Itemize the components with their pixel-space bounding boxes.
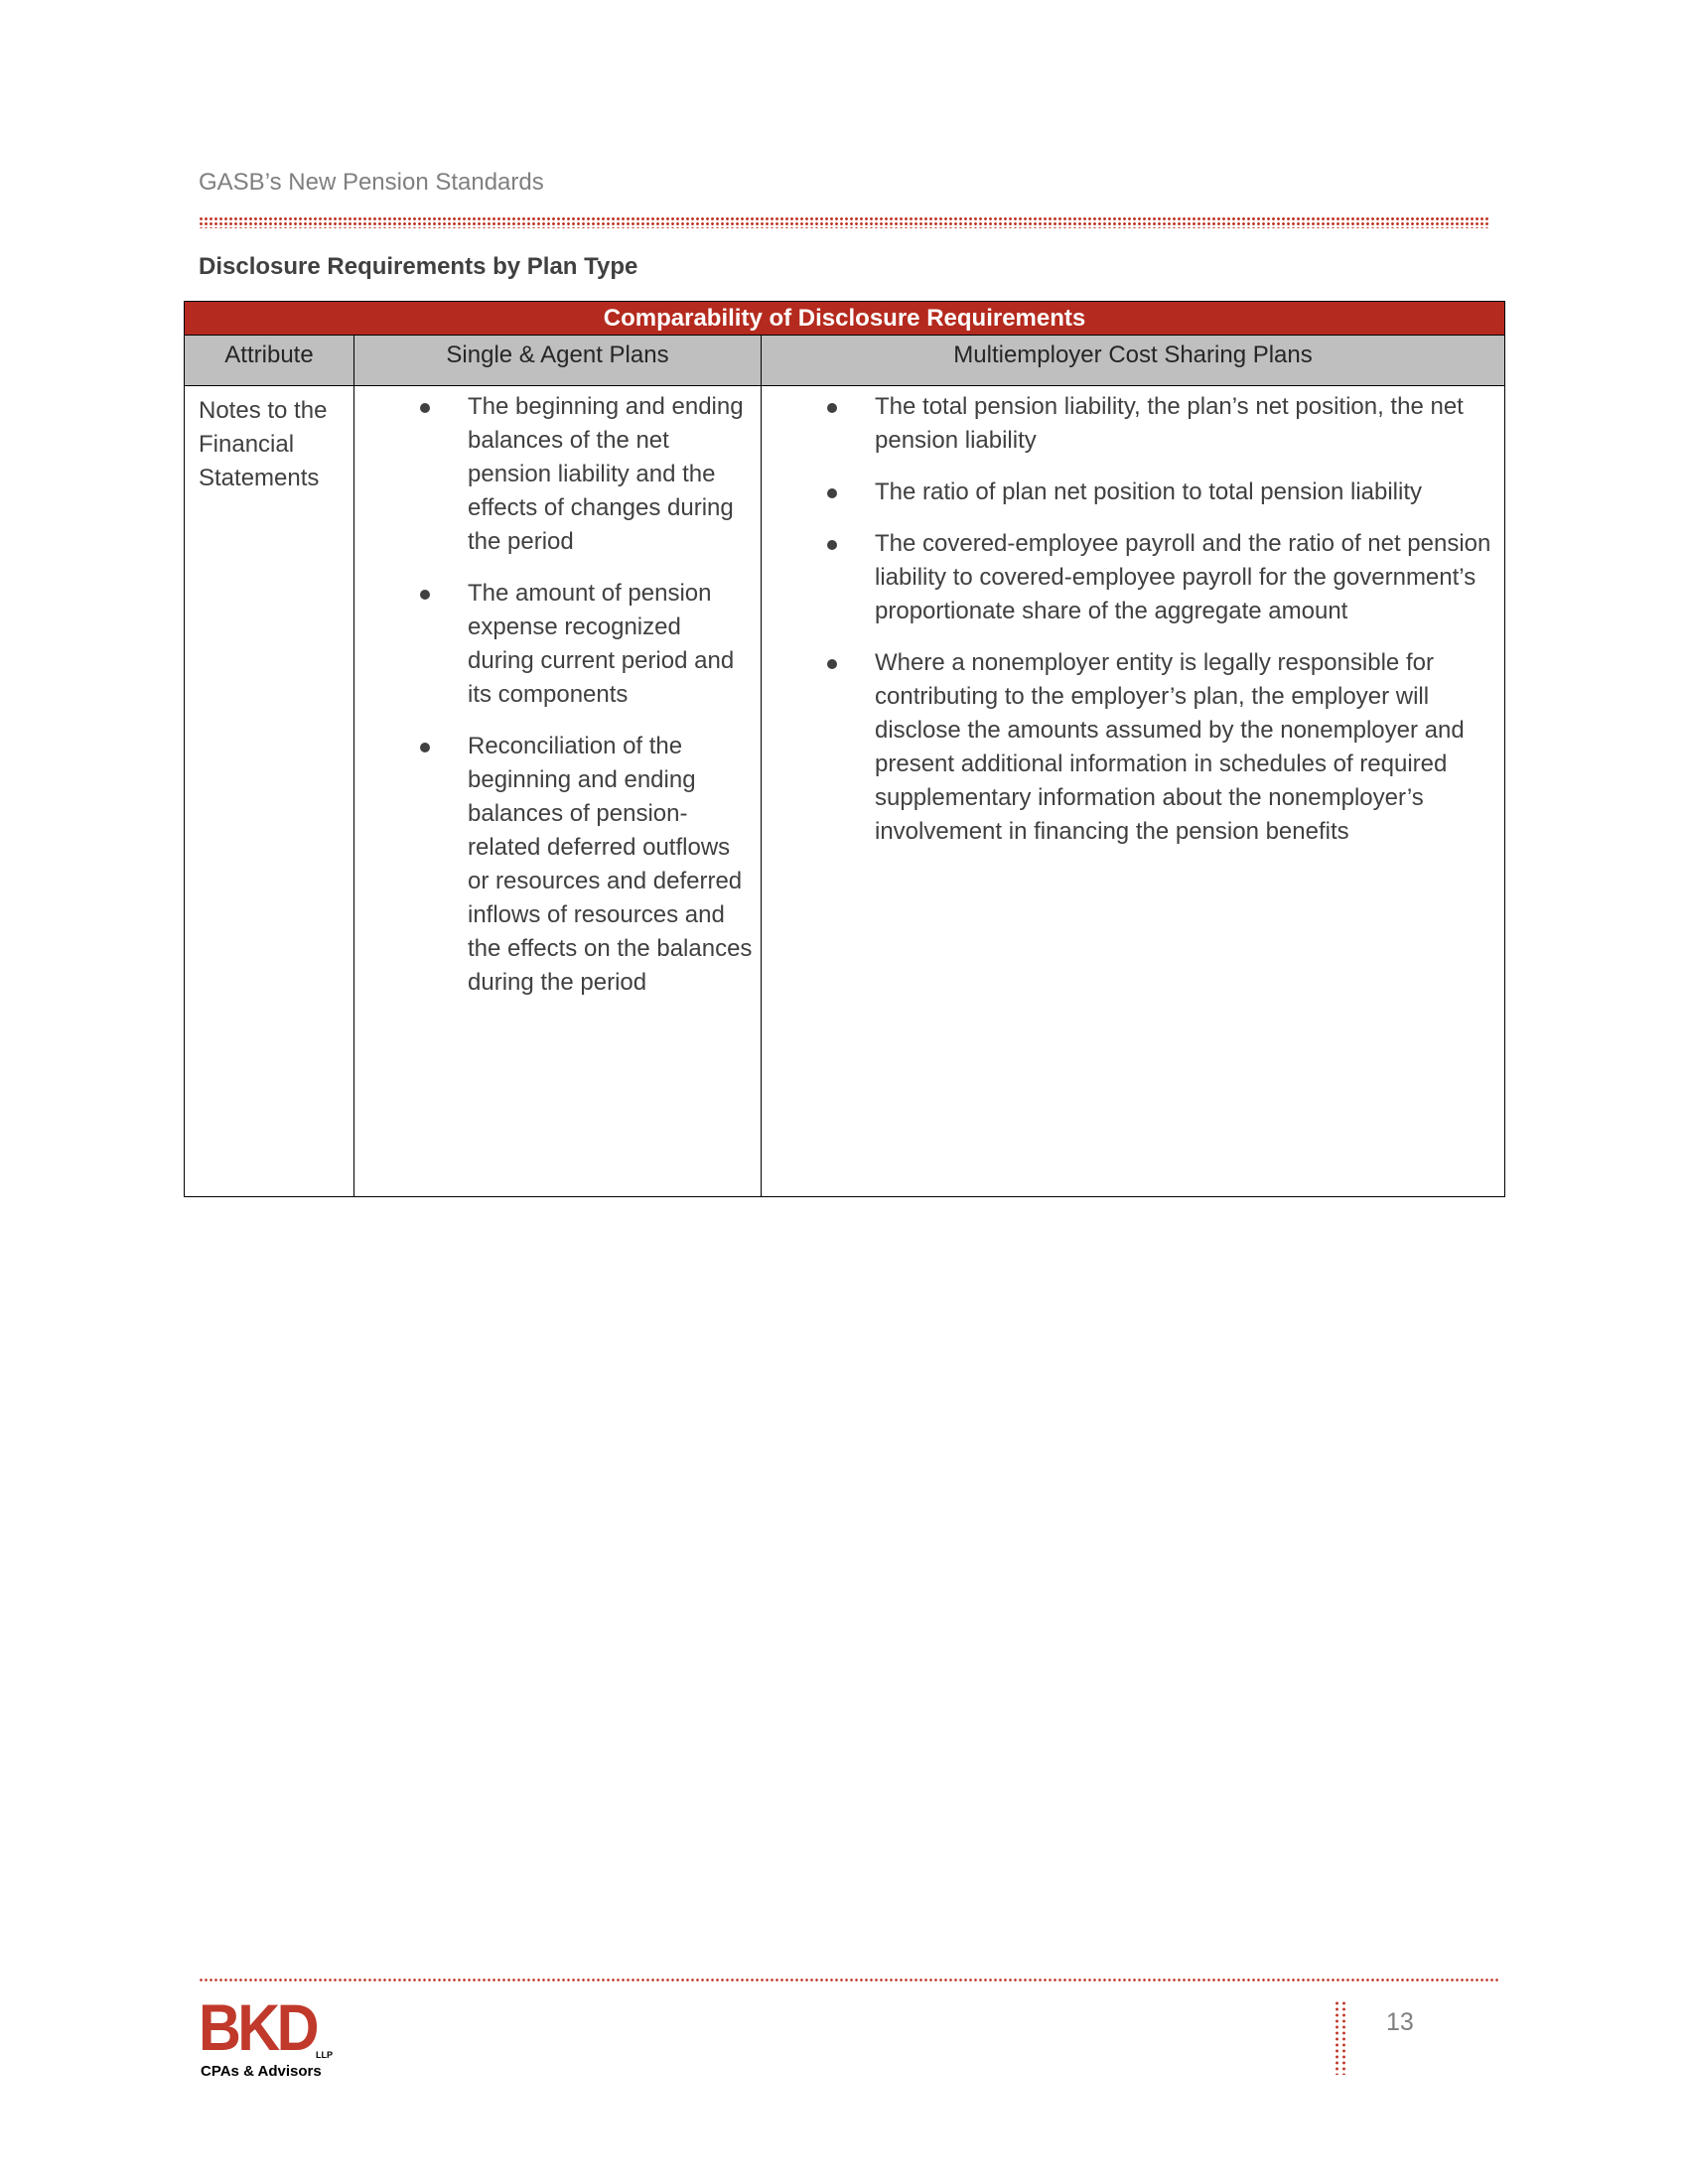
multiemployer-cell <box>762 386 1505 1197</box>
page-number: 13 <box>1386 2008 1414 2036</box>
bullet-icon <box>420 743 430 752</box>
list-item <box>354 577 753 712</box>
column-header-single-agent: Single & Agent Plans <box>354 336 762 386</box>
bullet-icon <box>420 590 430 600</box>
logo-mark: BKD <box>199 1990 316 2064</box>
single-agent-cell <box>354 386 762 1197</box>
section-title: Disclosure Requirements by Plan Type <box>199 253 638 280</box>
bullet-icon <box>827 540 837 550</box>
single-agent-list <box>354 386 761 1033</box>
list-item <box>354 390 753 559</box>
list-item-text: Where a nonemployer entity is legally responsible for contributing to the employer’s plan, the employer will disclose the amounts assumed by the nonemployer and present additional information in schedules of required supplementary information about the nonemployer’s involvement in financing the pension benefits <box>875 649 1465 845</box>
table-caption: Comparability of Disclosure Requirements <box>185 302 1505 336</box>
bullet-icon <box>827 659 837 669</box>
list-item <box>762 527 1496 628</box>
list-item-text: The covered-employee payroll and the ratio of net pension liability to covered-employee payroll for the government’s proportionate share of the aggregate amount <box>875 530 1491 624</box>
disclosure-comparison-table <box>184 301 1505 1197</box>
bullet-icon <box>827 403 837 413</box>
logo-llp: LLP <box>316 2050 333 2060</box>
table-header-row <box>185 336 1505 386</box>
list-item-text: The amount of pension expense recognized during current period and its components <box>468 580 735 708</box>
column-header-attribute: Attribute <box>185 336 354 386</box>
list-item <box>762 476 1496 509</box>
bullet-icon <box>420 403 430 413</box>
table-row <box>185 386 1505 1197</box>
list-item-text: The total pension liability, the plan’s net position, the net pension liability <box>875 393 1464 454</box>
footer-vertical-dots <box>1334 2000 1347 2075</box>
column-header-multiemployer: Multiemployer Cost Sharing Plans <box>762 336 1505 386</box>
running-header: GASB’s New Pension Standards <box>199 169 544 196</box>
list-item <box>762 390 1496 458</box>
list-item-text: The beginning and ending balances of the net pension liability and the effects of changes during the period <box>468 393 744 555</box>
bullet-icon <box>827 488 837 498</box>
footer-dotted-divider <box>199 1978 1499 1983</box>
bkd-logo <box>199 1990 338 2080</box>
logo-tagline: CPAs & Advisors <box>201 2063 322 2080</box>
list-item <box>762 646 1496 849</box>
multiemployer-list <box>762 386 1504 883</box>
table-caption-row <box>185 302 1505 336</box>
list-item-text: The ratio of plan net position to total pension liability <box>875 478 1423 505</box>
attribute-cell: Notes to the Financial Statements <box>185 386 354 1197</box>
list-item-text: Reconciliation of the beginning and ending balances of pension-related deferred outflows or resources and deferred inflows of resources and the effects on the balances during the period <box>468 733 753 996</box>
list-item <box>354 730 753 1000</box>
header-dotted-divider <box>199 216 1489 228</box>
